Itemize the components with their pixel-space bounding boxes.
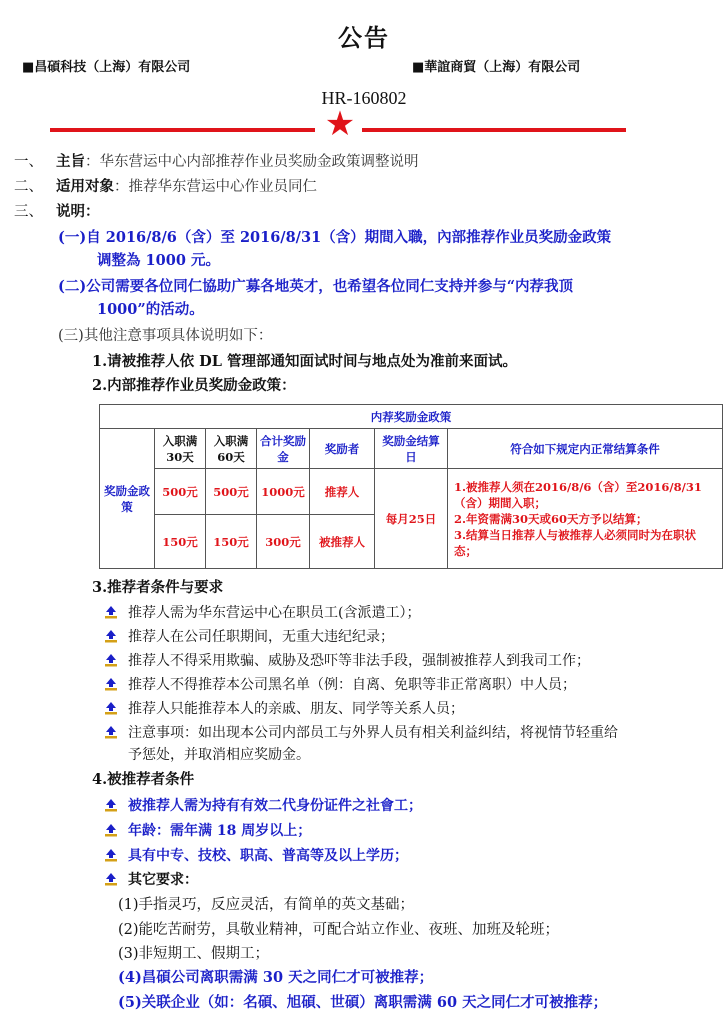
table-header: 入职满60天 xyxy=(206,429,257,469)
list-item: 被推荐人需为持有有效二代身份证件之社會工； xyxy=(104,796,422,816)
table-header: 入职满30天 xyxy=(155,429,206,469)
arrow-bullet-icon xyxy=(104,701,118,715)
sub-requirement: (3)非短期工、假期工； xyxy=(118,946,270,962)
paragraph-2-line-1: (二)公司需要各位同仁協助广募各地英才，也希望各位同仁支持并参与“内荐我顶 xyxy=(58,278,574,295)
star-icon: ★ xyxy=(324,104,356,144)
candidate-title: 4.被推荐者条件 xyxy=(92,771,195,788)
divider-right xyxy=(362,128,626,132)
recommender-title: 3.推荐者条件与要求 xyxy=(92,579,224,596)
condition-item: 2.年资需满30天或60天方予以结算； xyxy=(454,511,648,526)
table-cell: 推荐人 xyxy=(310,469,375,515)
table-cell: 300元 xyxy=(257,515,310,569)
table-cell: 被推荐人 xyxy=(310,515,375,569)
paragraph-3: (三)其他注意事项具体说明如下： xyxy=(58,328,273,344)
note-1: 1.请被推荐人依 DL 管理部通知面试时间与地点处为准前来面试。 xyxy=(92,353,518,370)
section-subject: 一、 主旨：华东营运中心内部推荐作业员奖励金政策调整说明 xyxy=(14,153,419,170)
table-header: 符合如下规定内正常结算条件 xyxy=(448,429,723,469)
list-item: 年龄：需年满 18 周岁以上； xyxy=(104,821,311,841)
sub-requirement: (4)昌碩公司离职需满 30 天之同仁才可被推荐； xyxy=(118,969,434,986)
arrow-bullet-icon xyxy=(104,848,118,862)
table-cell: 150元 xyxy=(155,515,206,569)
list-item: 其它要求： xyxy=(104,870,198,890)
table-cell: 500元 xyxy=(206,469,257,515)
table-header: 奖励者 xyxy=(310,429,375,469)
table-header: 奖励金结算日 xyxy=(375,429,448,469)
arrow-bullet-icon xyxy=(104,872,118,886)
divider-left xyxy=(50,128,315,132)
list-item: 推荐人不得采用欺骗、威胁及恐吓等非法手段，强制被推荐人到我司工作； xyxy=(104,651,590,671)
arrow-bullet-icon xyxy=(104,653,118,667)
paragraph-1-line-1: (一)自 2016/8/6（含）至 2016/8/31（含）期間入職，內部推荐作业员奖励金政策 xyxy=(58,229,612,246)
row-label: 奖励金政策 xyxy=(100,429,155,569)
arrow-bullet-icon xyxy=(104,605,118,619)
arrow-bullet-icon xyxy=(104,629,118,643)
condition-item: 1.被推荐人须在2016/8/6（含）至2016/8/31（含）期間入职； xyxy=(454,479,702,510)
list-item: 具有中专、技校、职高、普高等及以上学历； xyxy=(104,846,408,866)
table-cell: 150元 xyxy=(206,515,257,569)
note-2: 2.内部推荐作业员奖励金政策： xyxy=(92,377,296,394)
arrow-bullet-icon xyxy=(104,823,118,837)
sub-requirement: (2)能吃苦耐劳，具敬业精神，可配合站立作业、夜班、加班及轮班； xyxy=(118,922,560,938)
company-right: ■華誼商貿（上海）有限公司 xyxy=(412,60,581,75)
arrow-bullet-icon xyxy=(104,677,118,691)
table-caption: 内荐奖励金政策 xyxy=(100,405,723,429)
document-number: HR-160802 xyxy=(321,88,407,108)
list-item: 推荐人在公司任职期间，无重大违纪纪录； xyxy=(104,627,394,647)
list-item-continuation: 予惩处，并取消相应奖励金。 xyxy=(128,747,310,763)
sub-requirement: (1)手指灵巧，反应灵活，有简单的英文基础； xyxy=(118,897,415,913)
condition-item: 3.结算当日推荐人与被推荐人必须同时为在职状态； xyxy=(454,527,697,558)
list-item: 推荐人需为华东营运中心在职员工(含派遣工）； xyxy=(104,603,420,623)
arrow-bullet-icon xyxy=(104,725,118,739)
list-item: 推荐人只能推荐本人的亲戚、朋友、同学等关系人员； xyxy=(104,699,464,719)
paragraph-2-line-2: 1000”的活动。 xyxy=(97,301,204,318)
page-title: 公告 xyxy=(338,23,390,52)
settlement-day: 每月25日 xyxy=(375,469,448,569)
list-item: 推荐人不得推荐本公司黑名单（例：自离、免职等非正常离职）中人员； xyxy=(104,675,576,695)
table-cell: 1000元 xyxy=(257,469,310,515)
company-left: ■昌碩科技（上海）有限公司 xyxy=(22,60,191,75)
section-explanation: 三、 说明： xyxy=(14,203,100,220)
reward-policy-table xyxy=(99,404,723,569)
sub-requirement: (5)关联企业（如：名碩、旭碩、世碩）离职需满 60 天之同仁才可被推荐； xyxy=(118,994,608,1011)
table-header: 合计奖励金 xyxy=(257,429,310,469)
section-audience: 二、 适用对象：推荐华东营运中心作业员同仁 xyxy=(14,178,317,195)
table-cell: 500元 xyxy=(155,469,206,515)
list-item: 注意事项：如出现本公司内部员工与外界人员有相关利益纠结，将视情节轻重给 xyxy=(104,723,618,743)
arrow-bullet-icon xyxy=(104,798,118,812)
settlement-conditions xyxy=(448,469,723,569)
paragraph-1-line-2: 调整為 1000 元。 xyxy=(97,252,220,269)
